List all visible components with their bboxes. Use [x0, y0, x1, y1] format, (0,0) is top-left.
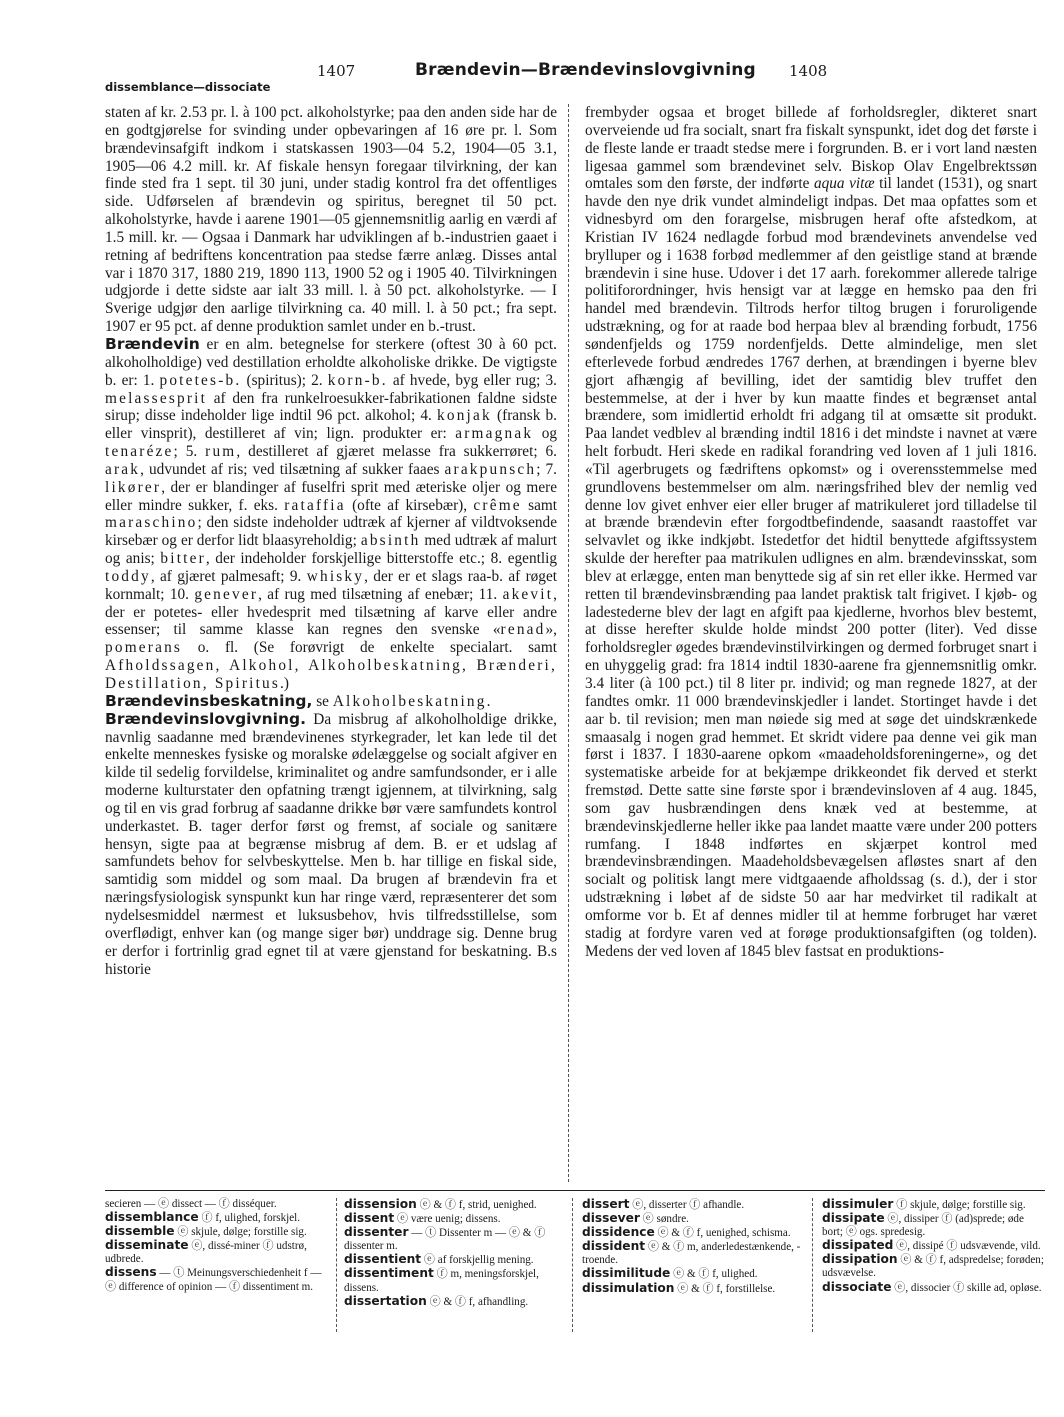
glossary-entry [582, 1267, 804, 1281]
glossary-column-4 [822, 1198, 1044, 1295]
glossary-headword: dissociate [822, 1279, 892, 1294]
guide-words: dissemblance—dissociate [105, 80, 271, 94]
footer-rule [105, 1190, 1045, 1191]
glossary-headword: dissert [582, 1197, 630, 1211]
glossary-headword: dissipation [822, 1252, 898, 1267]
glossary-definition: — ⓣ Meinungsverschiedenheit f — ⓔ difference of opinion — ⓕ dissentiment m. [105, 1267, 322, 1293]
glossary-entry [344, 1226, 566, 1253]
glossary-divider [812, 1198, 813, 1332]
glossary-definition: ⓕ f, ulighed, forskjel. [198, 1212, 301, 1225]
glossary-entry [822, 1253, 1044, 1280]
glossary-headword: dissipate [822, 1211, 885, 1226]
glossary-headword: dissimulation [582, 1280, 675, 1295]
glossary-headword: dissemble [105, 1224, 175, 1239]
glossary-definition: ⓔ være uenig; dissens. [394, 1213, 501, 1226]
glossary-definition: ⓔ, dissiper ⓕ (ad)sprede; øde bort; ⓔ ogs. spredesig. [822, 1213, 1024, 1239]
headword: Brændevinslovgivning. [105, 709, 306, 728]
glossary-entry [822, 1239, 1044, 1253]
headword: Brændevin [105, 334, 200, 353]
glossary-entry [822, 1198, 1044, 1212]
glossary-entry [822, 1212, 1044, 1239]
glossary-headword: dissimilitude [582, 1266, 671, 1281]
glossary-definition: ⓔ, dissé-miner ⓕ udstrø, udbrede. [105, 1240, 307, 1266]
glossary-entry [582, 1282, 804, 1296]
page-number-left: 1407 [317, 62, 356, 80]
entry-braendevin: Brændevin er en alm. betegnelse for sterkere (oftest 30 à 60 pct. alkoholholdige) ved destillation erholdte alkoholiske drikke. De vigtigste b. er: 1. potetes-b. (spiritus); 2. korn-b. af hvede, byg eller rug; 3. melassesprit af den fra runkelroesukker-fabrikationen faldne sidste sirup; disse indeholder lige indtil 96 pct. alkohol; 4. konjak (fransk b. eller vinsprit), destilleret af vin; lign. produkter er: armagnak og tenaréze; 5. rum, destilleret af gjæret melasse fra sukkerrøret; 6. arak, udvundet af ris; ved tilsætning af sukker faaes arakpunsch; 7. likører, der er blandinger af fuselfri sprit med æteriske oljer og mere eller mindre sukker, f. eks. rataffia (ofte af kirsebær), crême samt maraschino; den sidste indeholder udtræk af kjerner af vildtvoksende kirsebær og er derfor lidt blaasyreholdig; absinth med udtræk af malurt og anis; bitter, der indeholder forskjellige bitterstoffe etc.; 8. egentlig toddy, af gjæret palmesaft; 9. whisky, der er et slags raa-b. af røget kornmalt; 10. genever, af rug med tilsætning af enebær; 11. akevit, der er potetes- eller hvedesprit med tilsætning af karve eller andre essenser; til samme klasse kan regnes den svenske «renad», pomerans o. fl. (Se forøvrigt de enkelte specialart. samt Afholdssagen, Alkohol, Alkoholbeskatning, Brænderi, Destillation, Spiritus.) [105, 334, 558, 692]
glossary-definition: ⓔ, disserter ⓕ afhandle. [629, 1199, 745, 1211]
glossary-entry [582, 1198, 804, 1212]
paragraph: staten af kr. 2.53 pr. l. à 100 pct. alkoholstyrke; paa den anden side har de en godtgjørelse for svinding under opbevaringen af 16 øre pr. l. Som brændevinsafgift indkom i statskassen 1903—04 5.2, 1904—05 3.1, 1905—06 4.2 mill. kr. Af fiskale hensyn foregaar tilvirkning, der kan finde sted fra 1 sept. til 30 juni, under stadig kontrol fra det offentliges side. Udførselen af brændevin og spiritus, beregnet til 50 pct. alkoholstyrke, havde i aarene 1901—05 gjennemsnitlig aarlig en værdi af 1.5 mill. kr. — Ogsaa i Danmark har udviklingen af b.-industrien gaaet i retning af bedriftens koncentration paa stedse færre anlæg. Disses antal var i 1870 317, 1880 219, 1890 113, 1900 52 og i 1905 40. Tilvirkningen udgjorde i dette sidste aar ialt 33 mill. l. à 50 pct. alkoholstyrke. — I Sverige udgjør den aarlige tilvirkning ca. 40 mill. l. à 50 pct.; fra sept. 1907 er 95 pct. af denne produktion samlet under en b.-trust. [105, 104, 557, 336]
glossary-definition: ⓔ & ⓕ m, anderledestænkende, -troende. [582, 1241, 801, 1267]
glossary-definition: ⓔ & ⓕ f, adspredelse; forøden; udsvævelse. [822, 1254, 1044, 1280]
glossary-definition: — ⓣ Dissenter m — ⓔ & ⓕ dissenter m. [344, 1227, 546, 1253]
glossary-definition: ⓔ, dissipé ⓕ udsvævende, vild. [893, 1240, 1041, 1253]
glossary-column-2 [344, 1198, 566, 1309]
glossary-headword: dissent [344, 1211, 395, 1226]
glossary-headword: dissemblance [105, 1210, 199, 1225]
page-number-right: 1408 [789, 62, 828, 80]
glossary-headword: dissenter [344, 1225, 409, 1240]
glossary-entry [344, 1253, 566, 1267]
glossary-column-3 [582, 1198, 804, 1296]
glossary-headword: dissentiment [344, 1266, 434, 1281]
glossary-entry [582, 1226, 804, 1240]
glossary-entry [105, 1211, 327, 1225]
entry-braendevinsbeskatning: Brændevinsbeskatning, se Alkoholbeskatning. [105, 691, 491, 710]
glossary-entry [344, 1212, 566, 1226]
glossary-entry [822, 1281, 1044, 1295]
glossary-entry [105, 1266, 327, 1293]
right-column [585, 104, 1037, 961]
glossary-definition: ⓔ & ⓕ f, uenighed, schisma. [654, 1227, 791, 1240]
column-divider [568, 104, 569, 1182]
glossary-headword: dissentient [344, 1252, 422, 1267]
glossary-definition: ⓔ & ⓕ f, forstillelse. [674, 1282, 776, 1295]
glossary-entry [582, 1240, 804, 1267]
glossary-headword: dissertation [344, 1293, 427, 1308]
running-title: Brændevin—Brændevinslovgivning [415, 60, 756, 80]
paragraph: frembyder ogsaa et broget billede af forholdsregler, dikteret snart overveiende ud fra socialt, snart fra fiskalt synspunkt, idet dog det første i de fleste lande er traadt stedse mere i forgrunden. B. er i vort land næsten ligesaa gammel som brændevinet selv. Biskop Olav Engelbrektssøn omtales som den første, der indførte aqua vitæ til landet (1531), og snart havde den nye drik vundet almindeligt indpas. Det maa opfattes som et vidnesbyrd om den forargelse, misbrugen heraf ofte afstedkom, at Kristian IV 1624 nedlagde forbud mod brændevinets anvendelse ved brylluper og i 1638 forbød medlemmer af den geistlige stand at brænde brændevin i sine huse. Udover i det 17 aarh. forekommer allerede talrige politiforordninger, hvis hensigt var at lægge en hemsko paa den fri handel med brændevin. Tiltrods herfor tiltog brugen i foruroligende udstrækning, og for at raade bod herpaa blev al brænding forbudt, 1756 søndenfjelds og 1759 nordenfjelds. Dette almindelige, men slet efterlevede forbud ændredes 1767 derhen, at brændingen i byerne blev gjort afhængig af bevilling, idet der samtidig blev truffet den bestemmelse, at der i hver by kun maatte findes et begrænset antal brændere, som imidlertid erholdt fri adgang til at omsætte sit produkt. Paa landet vedblev al brænding indtil 1816 i det mindste i navnet at være helt forbudt. Heri skede en radikal forandring ved loven af 1 juli 1816. «Til agerbrugets og fædriftens opkomst» og i overensstemmelse med grundlovens bestemmelser om alm. næringsfrihed blev der nemlig ved denne lov givet enhver eier eller bruger af matrikuleret jord tilladelse til at brænde brændevin efter forgodtbefindende, saasandt raastoffet var selvavlet og ikke indkjøbt. Istedetfor det hidtil benyttede afgiftssystem skulde der herefter paa matrikulen udlignes en alm. brændevinsskat, som blev at erlægge, enten man benyttede sig af sin ret eller ikke. Hermed var retten til brændevinsbrænding paa landet praktisk talt frigivet. I kjøb- og ladestederne blev der lagt en afgift paa kjedlerne, hvorhos blev bestemt, at disse herefter skulde holde mindst 200 potter (liter). Ved disse forholdsregler øgedes brændevinstilvirkingen og dermed forbruget snart i en uhyggelig grad: fra 1814 indtil 1830-aarene fra gjennemsnitlig omkr. 3.4 liter (à 100 pct.) til 8 liter pr. individ; og man regnede 1827, at der fandtes omkr. 11 000 brændevinskjedler i landet. Stortinget havde i det aar b. til revision; men man nøiede sig med at søge det uindskrænkede smaasalg i nogen grad hemmet. Et skridt videre paa denne vei gik man først i 1837. I 1830-aarene opkom «maadeholdsforeningerne», og det systematiske arbeide for at bekjæmpe drikkeondet fik derved et sterkt fremstød. Dette satte sine første spor i brændevinsloven af 4 aug. 1845, som gav husbrændingen dens knæk ved at bestemme, at brændevinskjedlerne heller ikke paa landet maatte være under 200 potters rumfang. I 1848 indførtes en skjærpet kontrol med brændevinsbrændingen. Maadeholdsbevægelsen afløstes snart af den socialt og politisk langt mere vidtgaaende afholdssag (s. d.), der i stor udstrækning i løbet af de sidste 50 aar har medvirket til radikalt at omforme vor b. Et af dennes midler til at hemme forbruget har været stadig at fordyre varen ved at forøge produktionsafgiften (og tolden). Medens der ved loven af 1845 blev fastsat en produktions- [585, 104, 1037, 960]
glossary-divider [336, 1198, 337, 1332]
glossary-entry [105, 1225, 327, 1239]
glossary-definition: ⓔ af forskjellig mening. [421, 1254, 534, 1267]
left-column [105, 104, 557, 978]
glossary-headword: dissipated [822, 1238, 894, 1253]
headword: Brændevinsbeskatning, [105, 691, 313, 710]
cross-reference[interactable]: Alkoholbeskatning [332, 692, 487, 710]
glossary-headword: disseminate [105, 1238, 189, 1253]
entry-braendevinslovgivning: Brændevinslovgivning. Da misbrug af alkoholholdige drikke, navnlig saadanne med brændevinenes styrkegrader, let kan lede til det enkelte menneskes fysiske og moralske ødelæggelse og socialt afgiver en kilde til sedelig forvildelse, kriminalitet og andre samfundsonder, er i alle moderne kulturstater den opfatning trængt igjennem, at tilvirkning, salg og til en vis grad forbrug af saadanne drikke bør være samfundets kontrol underkastet. B. tager derfor først og fremst, af sociale og sanitære hensyn, sigte paa at begrænse misbrug af dem. B. er et udslag af samfundets behov for selvbeskyttelse. Men b. har tillige en fiskal side, samtidig som middel og som maal. Da brugen af brændevin fra et næringsfysiologisk synspunkt kun har ringe værd, repræsenterer det som nydelsesmiddel nærmest et luksusbehov, hvis tilfredsstillelse, som overflødigt, enhver kan (og mange siger bør) unddrage sig. Denne brug er derfor i fortrinlig grad egnet til at være gjenstand for beskatning. B.s historie [105, 709, 557, 978]
glossary-definition: ⓔ skjule, dølge; forstille sig. [174, 1226, 307, 1239]
glossary-definition: ⓔ søndre. [639, 1213, 689, 1226]
glossary-headword: dissever [582, 1211, 640, 1226]
glossary-entry [344, 1267, 566, 1294]
glossary-definition: ⓔ & ⓕ f, ulighed. [670, 1268, 758, 1281]
glossary-column-1 [105, 1198, 327, 1294]
glossary-headword: dissens [105, 1265, 157, 1280]
glossary-headword: dissidence [582, 1225, 655, 1240]
glossary-entry [344, 1295, 566, 1309]
glossary-definition: ⓔ & ⓕ f, strid, uenighed. [416, 1199, 537, 1211]
glossary-definition: ⓕ m, meningsforskjel, dissens. [344, 1268, 539, 1294]
glossary-headword: dissension [344, 1197, 417, 1211]
glossary-entry [582, 1212, 804, 1226]
glossary-entry [344, 1198, 566, 1212]
glossary-definition: ⓔ & ⓕ f, afhandling. [426, 1295, 529, 1308]
glossary-definition: ⓕ skjule, dølge; forstille sig. [893, 1199, 1026, 1211]
glossary-headword: dissident [582, 1239, 646, 1254]
glossary-entry [105, 1239, 327, 1266]
page-header [105, 60, 1055, 82]
glossary-definition: ⓔ, dissocier ⓕ skille ad, opløse. [891, 1281, 1042, 1294]
glossary-divider [572, 1198, 573, 1332]
glossary-headword: dissimuler [822, 1197, 894, 1211]
glossary-definition: secieren — ⓔ dissect — ⓕ disséquer. [105, 1198, 277, 1210]
cross-references[interactable]: Afholdssagen, Alkohol, Alkoholbeskatning, Brænderi, Destillation, Spiritus [105, 657, 557, 692]
